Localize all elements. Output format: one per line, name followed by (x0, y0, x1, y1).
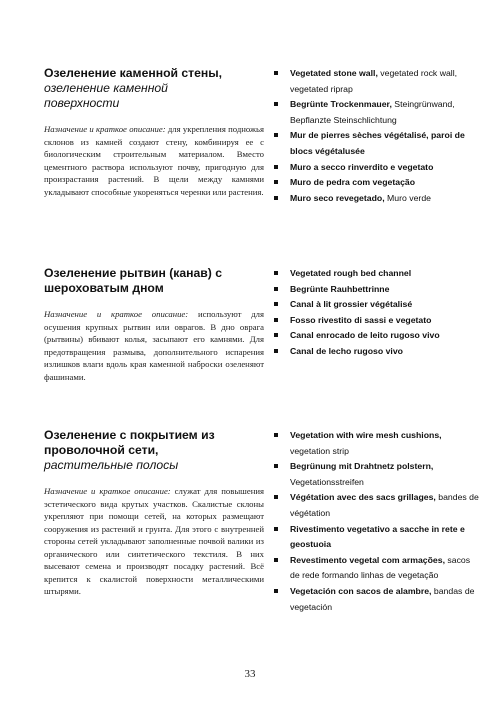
term-bold: Vegetación con sacos de alambre, (290, 585, 432, 596)
term-rest: Vegetationsstreifen (290, 476, 364, 487)
body-lead: Назначение и краткое описание: (44, 309, 189, 319)
bullet-icon (274, 271, 278, 275)
term-bold: Muro seco revegetado, (290, 192, 385, 203)
term-item (274, 297, 479, 313)
term-list (274, 428, 479, 615)
bullet-icon (274, 333, 278, 337)
section-subtitle: озеленение каменной поверхности (44, 81, 168, 110)
term-item (274, 428, 479, 459)
term-rest: bandas de vegetación (290, 585, 475, 612)
body-text: для укрепления подножья склонов из камней создают стену, комбинируя ее с биологическим строительным материалом. Вместо цементного раствора используют почву, пригодную для произрастания растений. В щели между камнями укладывают способные укореняться черенки или растения. (44, 124, 264, 197)
bullet-icon (274, 133, 278, 137)
term-list-container (274, 266, 479, 360)
bullet-icon (274, 71, 278, 75)
term-bold: Mur de pierres sèches végétalisé, paroi de blocs végétalusée (290, 130, 465, 156)
body-text: служат для повышения эстетического вида крутых участков. Скалистые склоны укрепляют при помощи сетей, на которых размещают сооружения из растений и грунта. Для этого с внутренней стороны сетей укладывают заполненные почвой валики из органического или синтетического текстиля. В них высевают семена и производят посадку растений. Всё крепится к скалистой поверхности металлическими штырями. (44, 486, 265, 596)
term-bold: Vegetated stone wall, (290, 68, 378, 78)
bullet-icon (274, 349, 278, 353)
term-rest: Steingrünwand, Bepflanzte Steinschlichtung (290, 99, 455, 125)
term-bold: Revestimento vegetal com armações, (290, 554, 445, 565)
bullet-icon (274, 433, 278, 437)
term-rest: Muro verde (384, 192, 431, 203)
term-item (274, 522, 479, 553)
term-bold: Begrünung mit Drahtnetz polstern, (290, 461, 434, 472)
bullet-icon (274, 102, 278, 106)
section-description (44, 66, 264, 198)
term-item (274, 175, 479, 191)
term-item (274, 459, 479, 490)
term-item (274, 191, 479, 207)
section-description (44, 428, 264, 598)
term-list-container (274, 428, 479, 615)
term-item (274, 160, 479, 176)
term-bold: Begrünte Rauhbettrinne (290, 283, 390, 294)
body-lead: Назначение и краткое описание: (44, 124, 166, 134)
term-rest: bandes de végétation (290, 492, 479, 518)
term-item (274, 328, 479, 344)
term-item (274, 97, 479, 128)
bullet-icon (274, 464, 278, 468)
bullet-icon (274, 196, 278, 200)
term-bold: Muro a secco rinverdito e vegetato (290, 161, 434, 172)
term-rest: vegetated rock wall, vegetated riprap (290, 68, 458, 94)
page-number: 33 (244, 668, 256, 680)
term-bold: Végétation avec des sacs grillages, (290, 492, 436, 503)
bullet-icon (274, 318, 278, 322)
term-item (274, 344, 479, 360)
term-item (274, 553, 479, 584)
section-title: Озеленение с покрытием из проволочной сети, (44, 428, 215, 457)
term-bold: Vegetation with wire mesh cushions, (290, 430, 442, 440)
section-subtitle: растительные полосы (44, 458, 179, 472)
term-bold: Vegetated rough bed channel (290, 268, 412, 278)
term-bold: Canal de lecho rugoso vivo (290, 345, 403, 356)
term-bold: Fosso rivestito di sassi e vegetato (290, 314, 432, 325)
term-item (274, 584, 479, 615)
bullet-icon (274, 558, 278, 562)
term-bold: Canal à lit grossier végétalisé (290, 299, 413, 310)
section-title: Озеленение каменной стены, (44, 66, 223, 80)
bullet-icon (274, 165, 278, 169)
term-list (274, 66, 479, 206)
bullet-icon (274, 180, 278, 184)
section-body (44, 308, 264, 383)
bullet-icon (274, 495, 278, 499)
term-item (274, 66, 479, 97)
term-rest: vegetation strip (290, 445, 349, 456)
term-item (274, 282, 479, 298)
section-body (44, 123, 264, 198)
term-bold: Rivestimento vegetativo a sacche in rete e geostuoia (290, 523, 465, 550)
term-list (274, 266, 479, 360)
bullet-icon (274, 302, 278, 306)
body-lead: Назначение и краткое описание: (44, 486, 171, 496)
term-rest: sacos de rede formando linhas de vegetação (290, 554, 471, 581)
section-description (44, 266, 264, 383)
term-item (274, 266, 479, 282)
section-title: Озеленение рытвин (канав) с шероховатым дном (44, 266, 223, 295)
term-bold: Begrünte Trockenmauer, (290, 99, 392, 110)
term-list-container (274, 66, 479, 206)
bullet-icon (274, 527, 278, 531)
section-body (44, 485, 264, 598)
term-item (274, 490, 479, 521)
bullet-icon (274, 287, 278, 291)
term-item (274, 128, 479, 159)
term-item (274, 313, 479, 329)
body-text: используют для осушения крупных рытвин или оврагов. В дно оврага (рытвины) вбивают колья, засыпают его камнями. Для предотвращения размыва, дополнительного испарения излишков влаги вдоль края каменной наброски озеленяют фашинами. (44, 309, 264, 382)
term-bold: Canal enrocado de leito rugoso vivo (290, 330, 440, 341)
bullet-icon (274, 589, 278, 593)
term-bold: Muro de pedra com vegetação (290, 177, 416, 188)
